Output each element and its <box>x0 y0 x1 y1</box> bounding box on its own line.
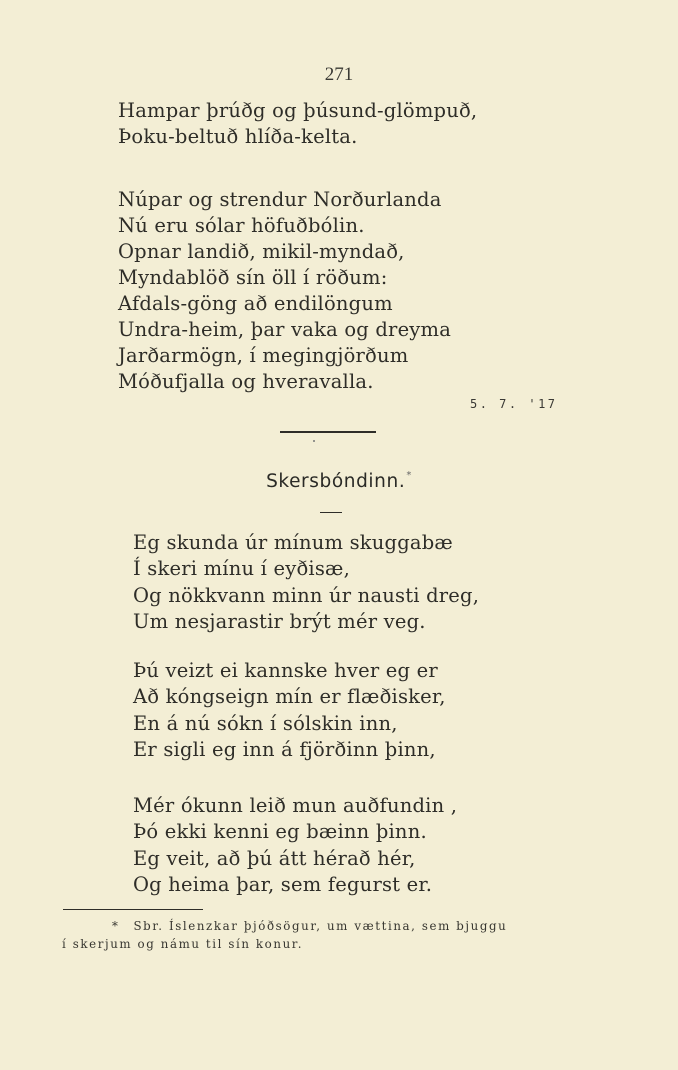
poem-date: 5. 7. '17 <box>470 397 558 411</box>
poem-stanza-2 <box>133 658 446 763</box>
previous-poem-stanza-2 <box>118 187 451 395</box>
footnote-line-1 <box>62 917 507 935</box>
verse-line: Um nesjarastir brýt mér veg. <box>133 609 426 633</box>
verse-line: En á nú sókn í sólskin inn, <box>133 711 398 735</box>
verse-line: Undra-heim, þar vaka og dreyma <box>118 318 452 341</box>
footnote-text: Sbr. Íslenzkar þjóðsögur, um vættina, sem bjuggu <box>133 919 508 933</box>
verse-line: Núpar og strendur Norðurlanda <box>118 188 442 211</box>
ink-speck <box>313 440 315 442</box>
footnote <box>62 917 507 953</box>
footnote-asterisk: * <box>112 919 120 933</box>
verse-line: Og heima þar, sem fegurst er. <box>133 872 433 896</box>
verse-line: Þoku-beltuð hlíða-kelta. <box>118 125 358 148</box>
poem-stanza-3 <box>133 793 457 898</box>
section-divider <box>280 431 376 433</box>
verse-line: Þú veizt ei kannske hver eg er <box>133 659 438 682</box>
verse-line: Þó ekki kenni eg bæinn þinn. <box>133 820 427 844</box>
verse-line: Að kóngseign mín er flæðisker, <box>133 685 446 709</box>
verse-line: Og nökkvann minn úr nausti dreg, <box>133 583 480 607</box>
poem-stanza-1 <box>133 530 479 635</box>
page-number: 271 <box>324 64 354 85</box>
footnote-line-2: í skerjum og námu til sín konur. <box>62 937 304 951</box>
verse-line: Er sigli eg inn á fjörðinn þinn, <box>133 737 436 761</box>
verse-line: Afdals-göng að endilöngum <box>118 292 393 315</box>
verse-line: Myndablöð sín öll í röðum: <box>118 266 388 289</box>
verse-line: Eg veit, að þú átt hérað hér, <box>133 846 416 870</box>
poem-title <box>0 470 678 492</box>
verse-line: Jarðarmögn, í megingjörðum <box>118 344 409 367</box>
verse-line: Mér ókunn leið mun auðfundin , <box>133 794 458 817</box>
verse-line: Eg skunda úr mínum skuggabæ <box>133 531 453 554</box>
verse-line: Nú eru sólar höfuðbólin. <box>118 214 365 237</box>
previous-poem-stanza-1 <box>118 98 477 150</box>
verse-line: Hampar þrúðg og þúsund-glömpuð, <box>118 99 478 122</box>
footnote-divider <box>63 909 203 910</box>
verse-line: Opnar landið, mikil-myndað, <box>118 240 405 263</box>
footnote-marker: * <box>406 470 412 481</box>
title-underline-divider <box>320 512 342 513</box>
poem-title-text: Skersbóndinn. <box>266 471 406 492</box>
verse-line: Móðufjalla og hveravalla. <box>118 370 374 393</box>
verse-line: Í skeri mínu í eyðisæ, <box>133 557 350 581</box>
